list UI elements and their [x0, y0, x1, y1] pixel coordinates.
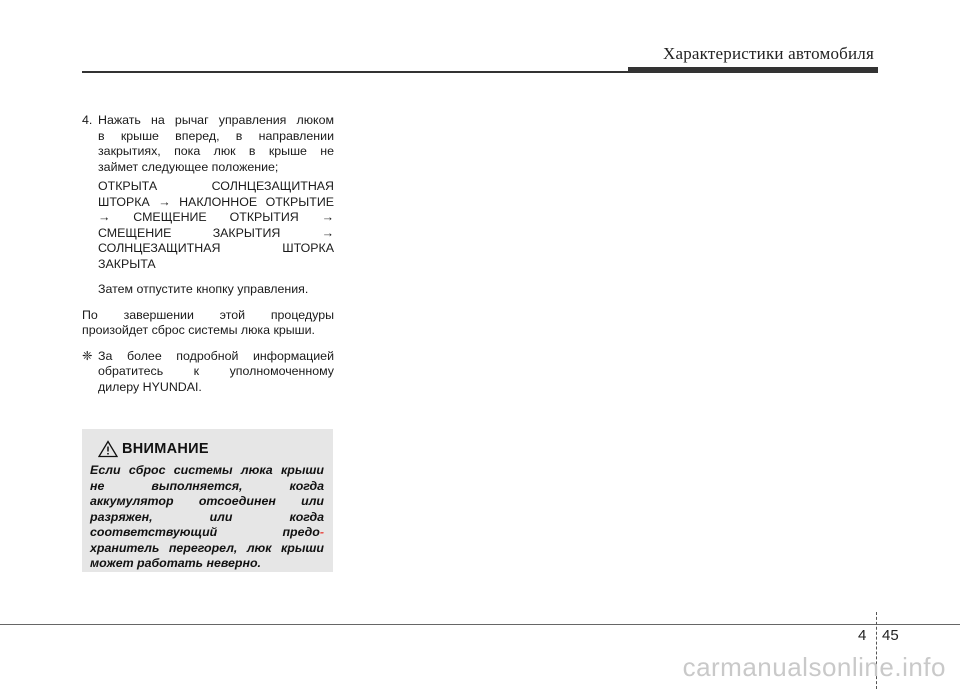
chapter-number: 4 — [858, 627, 867, 644]
warning-triangle-icon — [98, 440, 118, 458]
page-number: 45 — [882, 627, 899, 644]
note-symbol: ❈ — [82, 348, 93, 363]
footer-rule — [0, 624, 960, 625]
warning-line: не выполняется, когда — [90, 478, 324, 493]
release-instruction: Затем отпустите кнопку управления. — [98, 282, 309, 296]
header-rule — [82, 71, 638, 73]
note-line: обратитесь к уполномоченному — [98, 364, 334, 378]
warning-line: хранитель перегорел, люк крыши — [90, 540, 324, 555]
sequence-line: ШТОРКА → НАКЛОННОЕ ОТКРЫТИЕ — [98, 194, 334, 209]
watermark: carmanualsonline.info — [682, 652, 946, 682]
sequence-line: → СМЕЩЕНИЕ ОТКРЫТИЯ → — [98, 210, 334, 224]
reset-paragraph: По завершении этой процедуры — [82, 307, 334, 322]
step-line: Нажать на рычаг управления люком — [98, 113, 334, 127]
content-column — [82, 113, 334, 395]
section-title: Характеристики автомобиля — [663, 44, 874, 63]
warning-line: аккумулятор отсоединен или — [90, 494, 324, 508]
sequence-line: СМЕЩЕНИЕ ЗАКРЫТИЯ → — [98, 225, 334, 240]
warning-box — [82, 429, 333, 572]
note-line: дилеру HYUNDAI. — [98, 379, 202, 394]
hyphen-mark: - — [319, 525, 324, 539]
step-line: в крыше вперед, в направлении — [98, 128, 334, 143]
warning-line: может работать неверно. — [90, 556, 261, 570]
dealer-note — [82, 349, 334, 396]
warning-line: Если сброс системы люка крыши — [90, 463, 324, 477]
header-rule-thick — [628, 67, 878, 73]
sequence-line: СОЛНЦЕЗАЩИТНАЯ ШТОРКА — [98, 241, 334, 255]
reset-paragraph: произойдет сброс системы люка крыши. — [82, 323, 315, 337]
warning-line-hyphenated — [90, 525, 324, 541]
note-line: За более подробной информацией — [98, 348, 334, 363]
warning-text — [90, 463, 324, 572]
warning-line: разряжен, или когда — [90, 509, 324, 524]
step-line: займет следующее положение; — [98, 159, 279, 174]
step-number: 4. — [82, 113, 93, 127]
step-4 — [82, 113, 334, 298]
warning-header — [98, 439, 209, 459]
warning-title: ВНИМАНИЕ — [122, 441, 209, 457]
sequence-line: ОТКРЫТА СОЛНЦЕЗАЩИТНАЯ — [98, 179, 334, 193]
warning-line: соответствующий предо — [90, 525, 320, 539]
step-line: закрытиях, пока люк в крыше не — [98, 144, 334, 158]
sequence-line: ЗАКРЫТА — [98, 256, 156, 271]
